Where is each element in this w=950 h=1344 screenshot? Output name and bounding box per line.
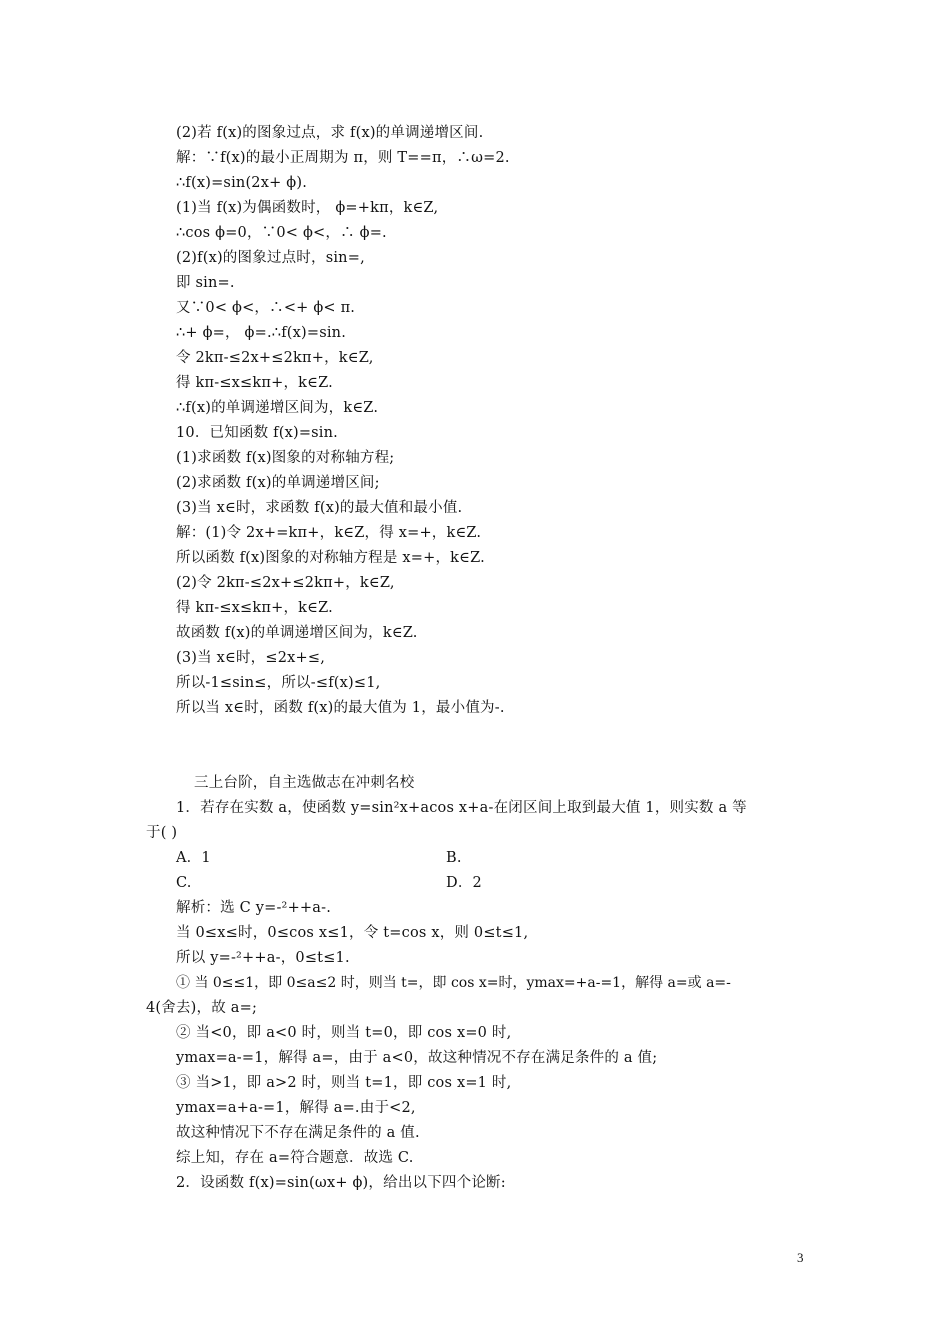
text-line: ymax=a-=1，解得 a=，由于 a<0，故这种情况不存在满足条件的 a 值; <box>176 1050 658 1066</box>
text-line: 得 kπ-≤x≤kπ+，k∈Z. <box>176 600 333 616</box>
text-line: 又∵0< ϕ<，∴<+ ϕ< π. <box>176 300 356 316</box>
text-line: 解析：选 C y=-²++a-. <box>176 900 332 916</box>
text-line: 所以 y=-²++a-，0≤t≤1. <box>176 950 350 966</box>
option-c: C. <box>176 875 192 891</box>
text-line: 解：(1)令 2x+=kπ+，k∈Z，得 x=+，k∈Z. <box>176 525 482 541</box>
text-line: (2)令 2kπ-≤2x+≤2kπ+，k∈Z, <box>176 575 395 591</box>
text-line: ∴+ ϕ=， ϕ=.∴f(x)=sin. <box>176 325 347 341</box>
option-d: D．2 <box>446 875 482 891</box>
text-line: ③ 当>1，即 a>2 时，则当 t=1，即 cos x=1 时, <box>176 1075 512 1091</box>
text-line: 故这种情况下不存在满足条件的 a 值. <box>176 1125 420 1141</box>
text-line: 当 0≤x≤时，0≤cos x≤1，令 t=cos x，则 0≤t≤1, <box>176 925 529 941</box>
text-line: 所以当 x∈时，函数 f(x)的最大值为 1，最小值为-. <box>176 700 505 716</box>
option-a: A．1 <box>176 850 211 866</box>
text-line: (2)求函数 f(x)的单调递增区间; <box>176 475 380 491</box>
text-line: 所以-1≤sin≤，所以-≤f(x)≤1, <box>176 675 381 691</box>
text-line: ymax=a+a-=1，解得 a=.由于<2, <box>176 1100 416 1116</box>
page-number: 3 <box>797 1250 804 1265</box>
text-line: 4(舍去)，故 a=; <box>146 1000 258 1016</box>
text-line: 综上知，存在 a=符合题意．故选 C. <box>176 1150 414 1166</box>
text-line: 于( ) <box>146 825 178 841</box>
section-heading: 三上台阶，自主选做志在冲刺名校 <box>194 775 415 791</box>
text-line: (3)当 x∈时，≤2x+≤, <box>176 650 326 666</box>
text-line: ∴f(x)的单调递增区间为，k∈Z. <box>176 400 379 416</box>
text-line: (2)若 f(x)的图象过点，求 f(x)的单调递增区间. <box>176 125 484 141</box>
option-b: B. <box>446 850 462 866</box>
text-line: ∴cos ϕ=0，∵0< ϕ<，∴ ϕ=. <box>176 225 387 241</box>
text-line: ∴f(x)=sin(2x+ ϕ). <box>176 175 308 191</box>
text-line: (1)求函数 f(x)图象的对称轴方程; <box>176 450 395 466</box>
text-line: 所以函数 f(x)图象的对称轴方程是 x=+，k∈Z. <box>176 550 485 566</box>
text-line: (1)当 f(x)为偶函数时， ϕ=+kπ，k∈Z, <box>176 200 439 216</box>
text-line: (3)当 x∈时，求函数 f(x)的最大值和最小值. <box>176 500 463 516</box>
text-line: 得 kπ-≤x≤kπ+，k∈Z. <box>176 375 333 391</box>
text-line: 故函数 f(x)的单调递增区间为，k∈Z. <box>176 625 418 641</box>
text-line: ② 当<0，即 a<0 时，则当 t=0，即 cos x=0 时, <box>176 1025 512 1041</box>
question-heading: 1．若存在实数 a，使函数 y=sin²x+acos x+a-在闭区间上取到最大值 1，则实数 a 等 <box>176 800 747 816</box>
text-line: 即 sin=. <box>176 275 235 291</box>
text-line: ① 当 0≤≤1，即 0≤a≤2 时，则当 t=，即 cos x=时，ymax=+a-=1，解得 a=或 a=- <box>176 975 731 991</box>
question-heading: 2．设函数 f(x)=sin(ωx+ ϕ)，给出以下四个论断: <box>176 1175 506 1191</box>
text-line: (2)f(x)的图象过点时，sin=, <box>176 250 365 266</box>
text-line: 解：∵f(x)的最小正周期为 π，则 T==π，∴ω=2. <box>176 150 510 166</box>
question-heading: 10．已知函数 f(x)=sin. <box>176 425 338 441</box>
text-line: 令 2kπ-≤2x+≤2kπ+，k∈Z, <box>176 350 374 366</box>
